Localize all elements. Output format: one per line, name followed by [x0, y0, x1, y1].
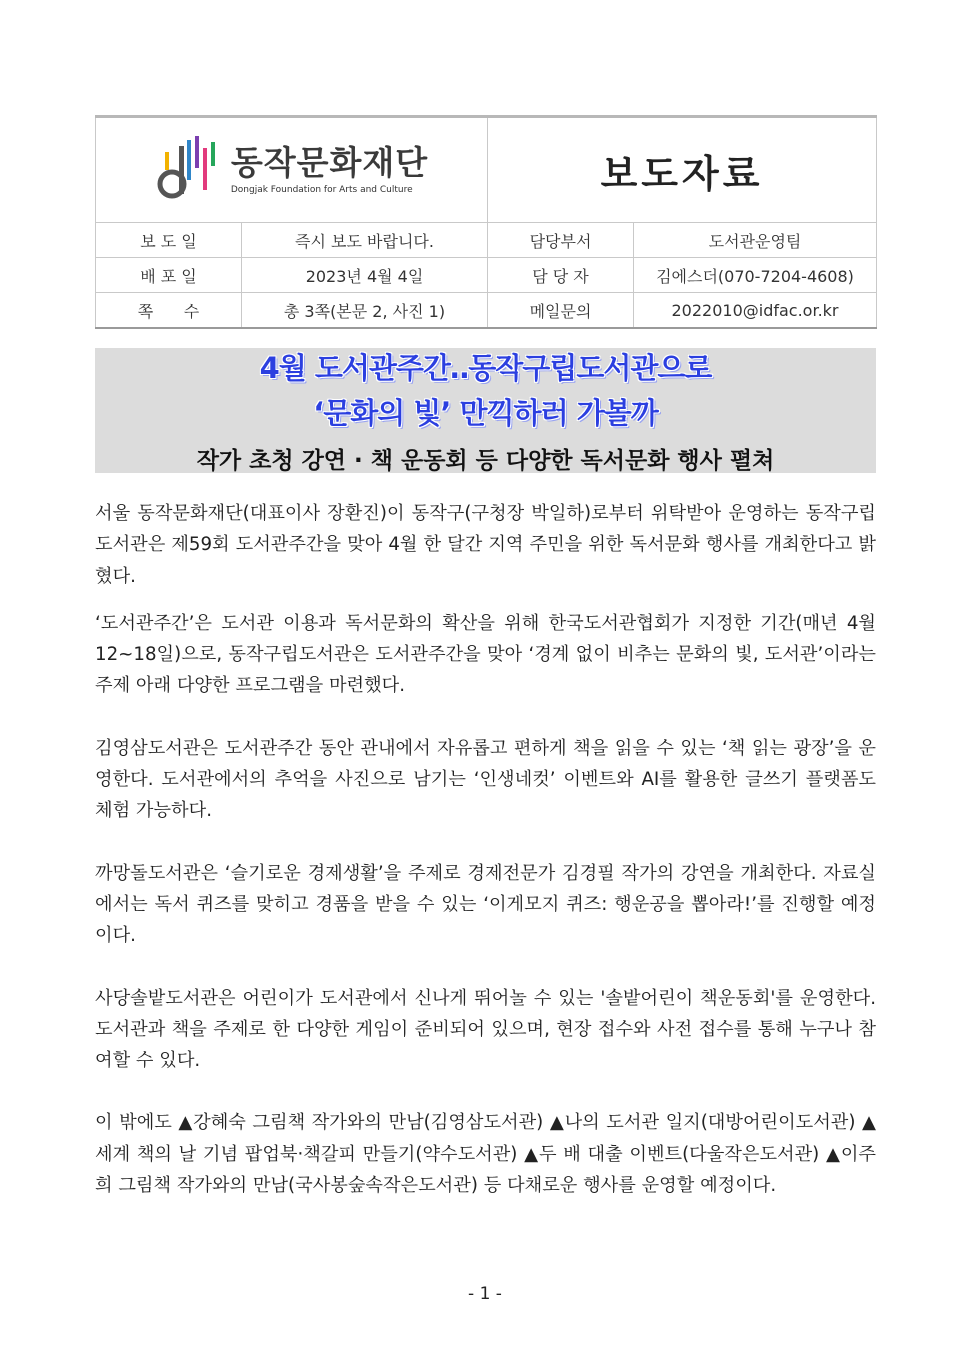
paragraph-kkamangdol-library: 까망돌도서관은 ‘슬기로운 경제생활’을 주제로 경제전문가 김경필 작가의 강연을 개최한다. 자료실에서는 독서 퀴즈를 맞히고 경품을 받을 수 있는 ‘이게모지 퀴즈: 행운공을 뽑아라!’를 진행할 예정이다.	[95, 862, 877, 947]
info-row	[96, 223, 877, 258]
headline-line-1: 4월 도서관주간‥동작구립도서관으로	[259, 351, 712, 385]
foundation-logo-icon	[155, 134, 221, 206]
paragraph-sadang-solbat-library: 사당솔밭도서관은 어린이가 도서관에서 신나게 뛰어놀 수 있는 '솔밭어린이 책운동회'를 운영한다. 도서관과 책을 주제로 한 다양한 게임이 준비되어 있으며, 현장 접수와 사전 접수를 통해 누구나 참여할 수 있다.	[95, 987, 876, 1072]
logo-cell	[96, 117, 488, 223]
paragraph-intro: 서울 동작문화재단(대표이사 장환진)이 동작구(구청장 박일하)로부터 위탁받아 운영하는 동작구립도서관은 제59회 도서관주간을 맞아 4월 한 달간 지역 주민을 위한 독서문화 행사를 개최한다고 밝혔다.	[95, 503, 876, 587]
email-label: 메일문의	[488, 293, 634, 329]
email-value: 2022010@idfac.or.kr	[634, 293, 877, 329]
logo-english-name: Dongjak Foundation for Arts and Culture	[230, 185, 413, 196]
release-date-value: 즉시 보도 바랍니다.	[242, 223, 488, 258]
info-row	[96, 258, 877, 293]
paragraph-other-events: 이 밖에도 ▲강혜숙 그림책 작가와의 만남(김영삼도서관) ▲나의 도서관 일지(대방어린이도서관) ▲세계 책의 날 기념 팝업북·책갈피 만들기(약수도서관) ▲두 배 대출 이벤트(다울작은도서관) ▲이주희 그림책 작가와의 만남(국사봉숲속작은도서관) 등 다채로운 행사를 운영할 예정이다.	[95, 1112, 876, 1197]
page-number: - 1 -	[468, 1284, 502, 1304]
headline-subtitle: 작가 초청 강연 · 책 운동회 등 다양한 독서문화 행사 펼쳐	[196, 448, 775, 474]
page-count-label: 쪽 수	[96, 293, 242, 329]
paragraph-library-week: ‘도서관주간’은 도서관 이용과 독서문화의 확산을 위해 한국도서관협회가 지정한 기간(매년 4월 12~18일)으로, 동작구립도서관은 도서관주간을 맞아 ‘경계 없이 비추는 문화의 빛, 도서관’이라는 주제 아래 다양한 프로그램을 마련했다.	[95, 612, 876, 697]
logo-name: 동작문화재단	[230, 142, 429, 182]
distribution-date-label: 배 포 일	[96, 258, 242, 293]
press-release-title: 보도자료	[600, 151, 764, 196]
page-count-value: 총 3쪽(본문 2, 사진 1)	[242, 293, 488, 329]
paragraph-kim-youngsam-library: 김영삼도서관은 도서관주간 동안 관내에서 자유롭고 편하게 책을 읽을 수 있는 ‘책 읽는 광장’을 운영한다. 도서관에서의 추억을 사진으로 남기는 ‘인생네컷’ 이벤트와 AI를 활용한 글쓰기 플랫폼도 체험 가능하다.	[95, 737, 876, 822]
contact-person-label: 담 당 자	[488, 258, 634, 293]
press-release-title-cell	[488, 117, 877, 223]
department-label: 담당부서	[488, 223, 634, 258]
headline-line-2: ‘문화의 빛’ 만끽하러 가볼까	[313, 396, 658, 430]
department-value: 도서관운영팀	[634, 223, 877, 258]
press-header-table	[95, 115, 877, 329]
release-date-label: 보 도 일	[96, 223, 242, 258]
headline-box	[95, 348, 876, 473]
info-row	[96, 293, 877, 329]
foundation-logo	[96, 134, 487, 206]
contact-person-value: 김에스더(070-7204-4608)	[634, 258, 877, 293]
distribution-date-value: 2023년 4월 4일	[242, 258, 488, 293]
article-body	[95, 498, 876, 1201]
